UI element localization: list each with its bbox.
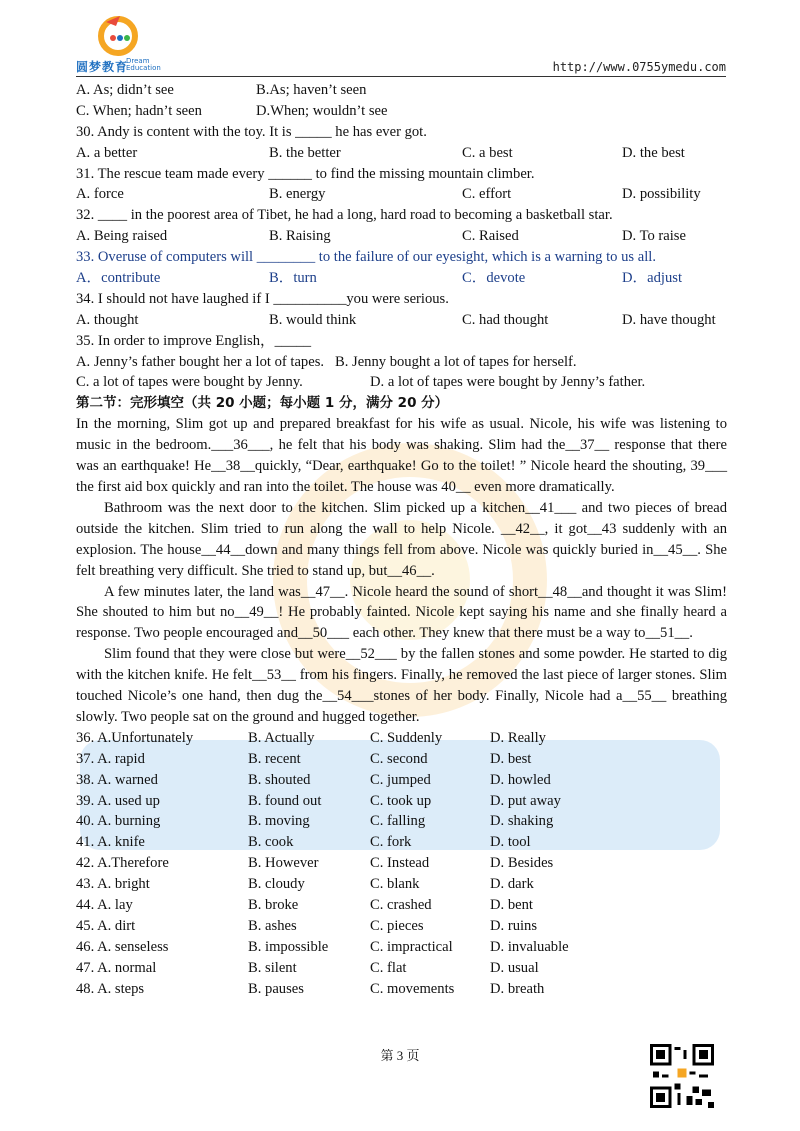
question-33: 33. Overuse of computers will ________ to the failure of our eyesight, which is a warning to us all. (76, 249, 656, 266)
options-35-ab (76, 352, 727, 373)
option-text: D. shaking (490, 813, 554, 830)
logo-chinese-text: 圆梦教育 (76, 60, 129, 74)
option-text: C. effort (462, 186, 512, 203)
option-text: B. recent (248, 750, 301, 767)
option-text: 38. A. warned (76, 771, 158, 788)
option-text: B. pauses (248, 980, 304, 997)
option-text: B. Actually (248, 729, 315, 746)
option-row (76, 853, 727, 874)
option-row (76, 832, 727, 853)
option-text: 48. A. steps (76, 980, 145, 997)
option-text: B. cloudy (248, 876, 305, 893)
option-text: D. usual (490, 959, 539, 976)
page-header (76, 8, 726, 76)
option-text: 44. A. lay (76, 896, 133, 913)
option-row (76, 979, 727, 1000)
option-text: C. pieces (370, 917, 424, 934)
option-row (76, 874, 727, 895)
options-33 (76, 268, 727, 289)
option-text: C. a lot of tapes were bought by Jenny. (76, 374, 303, 391)
exam-content (76, 80, 727, 999)
passage-paragraph: Bathroom was the next door to the kitchen. Slim picked up a kitchen__41___ and two pieces of bread outside the kitchen. Slim tried to run along the wall to help Nicole. __42__, it got__43 suddenly with an explosion. The house__44__down and many things fell from above. Nicole was quickly buried in__45__. She felt breathing very difficult. She tried to stand up, but__46__. (76, 499, 727, 579)
options-35-cd (76, 372, 727, 393)
option-text: D.When; wouldn’t see (256, 102, 388, 119)
option-text: C. second (370, 750, 428, 767)
section-title: 第二节：完形填空（共 20 小题；每小题 1 分，满分 20 分） (76, 395, 449, 412)
option-text: A. As; didn’t see (76, 82, 174, 98)
option-text: D. best (490, 750, 532, 767)
option-text: D. tool (490, 834, 531, 851)
options-31 (76, 184, 727, 205)
option-text: D. a lot of tapes were bought by Jenny’s father. (370, 374, 646, 391)
option-text: C. fork (370, 834, 412, 851)
option-text: 36. A.Unfortunately (76, 729, 194, 746)
option-text: B. found out (248, 792, 322, 809)
option-text: B. broke (248, 896, 299, 913)
qr-code-icon (650, 1044, 714, 1108)
option-text: A. thought (76, 311, 139, 328)
option-row (76, 916, 727, 937)
logo-english-text (126, 58, 161, 72)
website-url: http://www.0755ymedu.com (552, 60, 726, 74)
options-30 (76, 143, 727, 164)
options-32 (76, 226, 727, 247)
option-text: D. howled (490, 771, 551, 788)
option-text: D. Really (490, 729, 546, 746)
option-text: B. moving (248, 813, 310, 830)
option-text: C. flat (370, 959, 407, 976)
option-text: D. ruins (490, 917, 538, 934)
option-text: 45. A. dirt (76, 917, 136, 934)
option-row (76, 728, 727, 749)
option-text: B.As; haven’t seen (256, 82, 367, 98)
option-text: C. impractical (370, 938, 453, 955)
option-text: B. would think (269, 311, 357, 328)
option-text: D. bent (490, 896, 533, 913)
option-text: A. Jenny’s father bought her a lot of tapes. (76, 353, 325, 370)
question-30: 30. Andy is content with the toy. It is _____ he has ever got. (76, 123, 427, 140)
option-row (76, 958, 727, 979)
option-text: B. impossible (248, 938, 329, 955)
option-text: C. took up (370, 792, 432, 809)
option-text: 41. A. knife (76, 834, 145, 851)
option-text: B. silent (248, 959, 297, 976)
option-text: 40. A. burning (76, 813, 161, 830)
option-text: Education (126, 64, 161, 72)
option-text: B．turn (269, 270, 317, 287)
option-text: D. breath (490, 980, 545, 997)
option-text: C. Instead (370, 855, 430, 872)
cloze-options (76, 728, 727, 1000)
option-text: D. Besides (490, 855, 554, 872)
option-text: C. Raised (462, 228, 519, 245)
options-34 (76, 310, 727, 331)
option-text: C．devote (462, 270, 526, 287)
option-text: D. the best (622, 144, 685, 161)
option-text: D. invaluable (490, 938, 569, 955)
option-text: 47. A. normal (76, 959, 157, 976)
option-text: D. possibility (622, 186, 701, 203)
option-line (76, 80, 727, 101)
option-text: 37. A. rapid (76, 750, 145, 767)
option-text: C. When; hadn’t seen (76, 102, 202, 119)
option-text: B. energy (269, 186, 326, 203)
option-text: A. Being raised (76, 228, 168, 245)
option-text: C. falling (370, 813, 426, 830)
option-text: C. crashed (370, 896, 432, 913)
passage-paragraph: A few minutes later, the land was__47__. Nicole heard the sound of short__48__and thought it was Slim! She shouted to him but no__49__! He probably fainted. Nicole kept saying his name and she finally heard a response. Two people encouraged and__50___ each other. They knew that there must be a way to__51__. (76, 583, 727, 642)
page-number: 第 3 页 (380, 1048, 420, 1063)
option-text: 46. A. senseless (76, 938, 169, 955)
option-text: B. shouted (248, 771, 311, 788)
option-text: C. movements (370, 980, 455, 997)
option-text: 39. A. used up (76, 792, 160, 809)
header-divider (76, 76, 726, 77)
option-text: B. However (248, 855, 319, 872)
option-text: C. Suddenly (370, 729, 443, 746)
option-text: C. had thought (462, 311, 549, 328)
passage-paragraph: In the morning, Slim got up and prepared breakfast for his wife as usual. Nicole, his wife was listening to music in the bedroom.___36___, he felt that his body was shaking. Slim had the__37__ response that there was an earthquake! He__38__quickly, “Dear, earthquake! Go to the toilet! ” Nicole heard the shouting, 39___ the first aid box quickly and ran into the toilet. The house was 40__ even more dramatically. (76, 416, 727, 495)
passage-paragraph: Slim found that they were close but were__52___ by the fallen stones and some powder. He started to dig with the kitchen knife. He felt__53__ from his fingers. Finally, he removed the last piece of larger stones. Slim touched Nicole’s one hand, then dug the__54___stones of her body. Finally, Nicole had a__55__ breathing slowly. Two people sat on the ground and hugged together. (76, 646, 727, 725)
option-text: 43. A. bright (76, 876, 150, 893)
option-text: C. a best (462, 144, 513, 161)
option-row (76, 770, 727, 791)
option-row (76, 791, 727, 812)
option-text: B. cook (248, 834, 294, 851)
option-row (76, 895, 727, 916)
option-text: A. force (76, 186, 124, 203)
option-text: D. To raise (622, 228, 686, 245)
option-text: D．adjust (622, 270, 682, 287)
option-line (76, 101, 727, 122)
option-text: A．contribute (76, 270, 161, 287)
option-row (76, 749, 727, 770)
option-text: B. the better (269, 144, 341, 161)
cloze-passage (76, 414, 727, 728)
option-text: B. Raising (269, 228, 331, 245)
option-text: C. jumped (370, 771, 431, 788)
option-text: D. have thought (622, 311, 716, 328)
option-row (76, 937, 727, 958)
question-32: 32. ____ in the poorest area of Tibet, he had a long, hard road to becoming a basketball star. (76, 207, 613, 224)
option-text: B. ashes (248, 917, 297, 934)
question-34: 34. I should not have laughed if I __________you were serious. (76, 290, 449, 307)
option-text: D. dark (490, 876, 534, 893)
option-text: B. Jenny bought a lot of tapes for herself. (334, 353, 577, 370)
option-text: A. a better (76, 144, 138, 161)
option-text: Dream (126, 57, 150, 65)
option-text: D. put away (490, 792, 561, 809)
option-row (76, 811, 727, 832)
question-35: 35. In order to improve English，_____ (76, 332, 312, 349)
question-31: 31. The rescue team made every ______ to find the missing mountain climber. (76, 165, 535, 182)
option-text: 42. A.Therefore (76, 855, 169, 872)
option-text: C. blank (370, 876, 420, 893)
